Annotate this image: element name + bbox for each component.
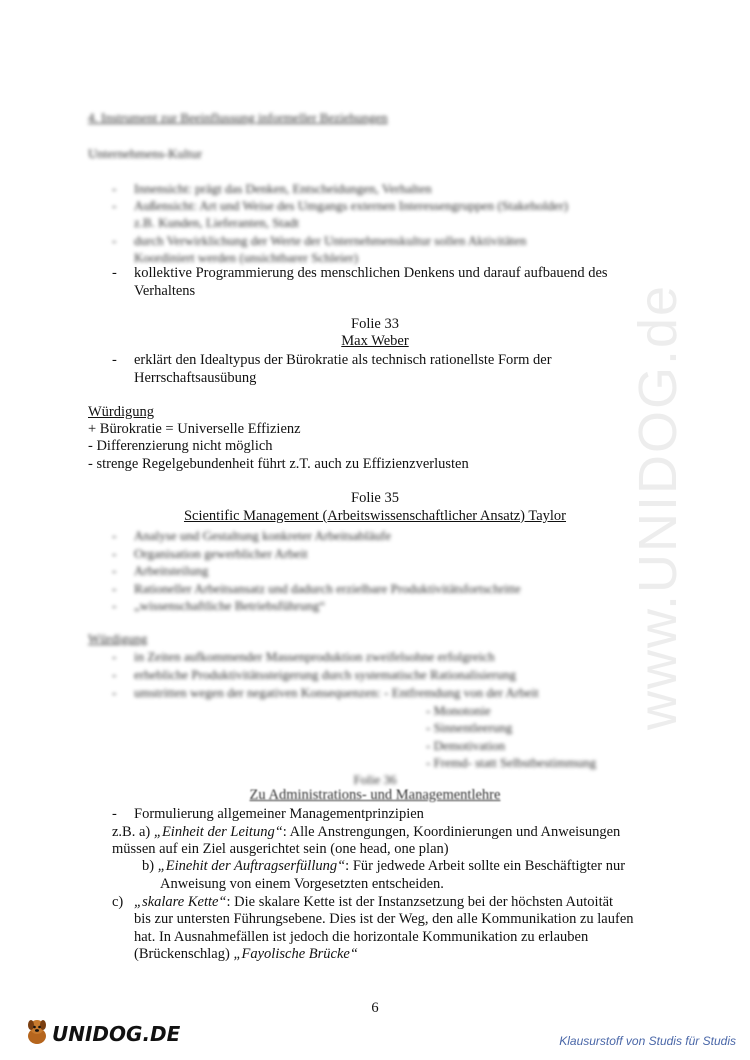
- principle-c-continuation: hat. In Ausnahmefällen ist jedoch die horizontale Kommunikation zu erlauben: [134, 929, 589, 945]
- list-item: z.B. Kunden, Lieferanten, Stadt: [134, 215, 299, 230]
- slide-label: Folie 36: [353, 772, 397, 787]
- bullet-dash: -: [112, 352, 117, 368]
- bullet-dash: -: [112, 233, 117, 248]
- section-subheading: Unternehmens-Kultur: [88, 146, 203, 161]
- wuerdigung-heading: Würdigung: [88, 404, 155, 420]
- list-item: kollektive Programmierung des menschlichen Denkens und darauf aufbauend des: [134, 265, 608, 281]
- evaluation-point: - Differenzierung nicht möglich: [88, 438, 273, 454]
- consequence-item: - Demotivation: [426, 738, 506, 753]
- bullet-dash: -: [112, 598, 117, 613]
- bullet-dash: -: [112, 563, 117, 578]
- slide-title: Zu Administrations- und Managementlehre: [249, 787, 501, 803]
- dog-icon: [24, 1018, 50, 1052]
- principle-c-continuation: (Brückenschlag) „Fayolische Brücke“: [134, 946, 358, 962]
- principle-a: z.B. a) „Einheit der Leitung“: Alle Anstrengungen, Koordinierungen und Anweisungen: [112, 824, 621, 840]
- slide-label: Folie 33: [351, 316, 399, 332]
- list-item: Analyse und Gestaltung konkreter Arbeitsabläufe: [134, 528, 392, 543]
- principle-c-label: c): [112, 894, 124, 910]
- section-heading: 4. Instrument zur Beeinflussung informeller Beziehungen: [88, 110, 388, 125]
- list-item: Organisation gewerblicher Arbeit: [134, 546, 308, 561]
- logo-text: UNIDOG.DE: [52, 1022, 181, 1046]
- bullet-dash: -: [112, 265, 117, 281]
- bullet-dash: -: [112, 581, 117, 596]
- principle-c-term: „skalare Kette“: [134, 894, 227, 910]
- list-item: Arbeitsteilung: [134, 563, 209, 578]
- evaluation-point: umstritten wegen der negativen Konsequenzen: - Entfremdung von der Arbeit: [134, 685, 539, 700]
- bullet-dash: -: [112, 546, 117, 561]
- principle-b: b) „Einehit der Auftragserfüllung“: Für jedwede Arbeit sollte ein Beschäftigter nur: [142, 858, 626, 874]
- bullet-dash: -: [112, 528, 117, 543]
- bullet-dash: -: [112, 181, 117, 196]
- list-item: Außensicht: Art und Weise des Umgangs externen Interessengruppen (Stakeholder): [134, 198, 569, 213]
- wuerdigung-heading: Würdigung: [88, 631, 148, 646]
- principle-a-continuation: müssen auf ein Ziel ausgerichtet sein (one head, one plan): [112, 841, 449, 857]
- list-item-continuation: Herrschaftsausübung: [134, 370, 257, 386]
- evaluation-point: - strenge Regelgebundenheit führt z.T. auch zu Effizienzverlusten: [88, 456, 469, 472]
- principle-b-term: „Einehit der Auftragserfüllung“: [157, 858, 346, 874]
- list-item: „wissenschaftliche Betriebsführung“: [134, 598, 325, 613]
- list-item: Koordiniert werden (unsichtbarer Schleier): [134, 250, 359, 265]
- list-item: Formulierung allgemeiner Managementprinzipien: [134, 806, 424, 822]
- bullet-dash: -: [112, 649, 117, 664]
- consequence-item: - Sinnentleerung: [426, 720, 513, 735]
- list-item: durch Verwirklichung der Werte der Unternehmenskultur sollen Aktivitäten: [134, 233, 527, 248]
- principle-a-term: „Einheit der Leitung“: [153, 824, 283, 840]
- list-item: Innensicht: prägt das Denken, Entscheidungen, Verhalten: [134, 181, 432, 196]
- footer-tagline: Klausurstoff von Studis für Studis: [559, 1034, 736, 1048]
- bullet-dash: -: [112, 806, 117, 822]
- list-item-continuation: Verhaltens: [134, 283, 196, 299]
- list-item: Rationeller Arbeitsansatz und dadurch erzielbare Produktivitätsfortschritte: [134, 581, 521, 596]
- consequence-item: - Fremd- statt Selbstbestimmung: [426, 755, 597, 770]
- list-item: erklärt den Idealtypus der Bürokratie als technisch rationellste Form der: [134, 352, 552, 368]
- fayol-bridge-term: „Fayolische Brücke“: [233, 946, 358, 962]
- evaluation-point: in Zeiten aufkommender Massenproduktion zweifelsohne erfolgreich: [134, 649, 495, 664]
- principle-c-continuation: bis zur untersten Führungsebene. Dies ist der Weg, den alle Kommunikation zu laufen: [134, 911, 634, 927]
- bullet-dash: -: [112, 667, 117, 682]
- watermark-text: www.UNIDOG.de: [628, 283, 688, 730]
- principle-b-continuation: Anweisung von einem Vorgesetzten entscheiden.: [160, 876, 444, 892]
- slide-title: Max Weber: [341, 333, 409, 349]
- bullet-dash: -: [112, 685, 117, 700]
- bullet-dash: -: [112, 198, 117, 213]
- evaluation-point: erhebliche Produktivitätssteigerung durch systematische Rationalisierung: [134, 667, 516, 682]
- page-number: 6: [371, 1000, 379, 1016]
- consequence-item: - Monotonie: [426, 703, 491, 718]
- principle-c: „skalare Kette“: Die skalare Kette ist der Instanzsetzung bei der höchsten Autoität: [134, 894, 614, 910]
- evaluation-point: + Bürokratie = Universelle Effizienz: [88, 421, 301, 437]
- slide-title: Scientific Management (Arbeitswissenschaftlicher Ansatz) Taylor: [183, 508, 567, 524]
- unidog-logo: [24, 1018, 180, 1052]
- slide-label: Folie 35: [351, 490, 399, 506]
